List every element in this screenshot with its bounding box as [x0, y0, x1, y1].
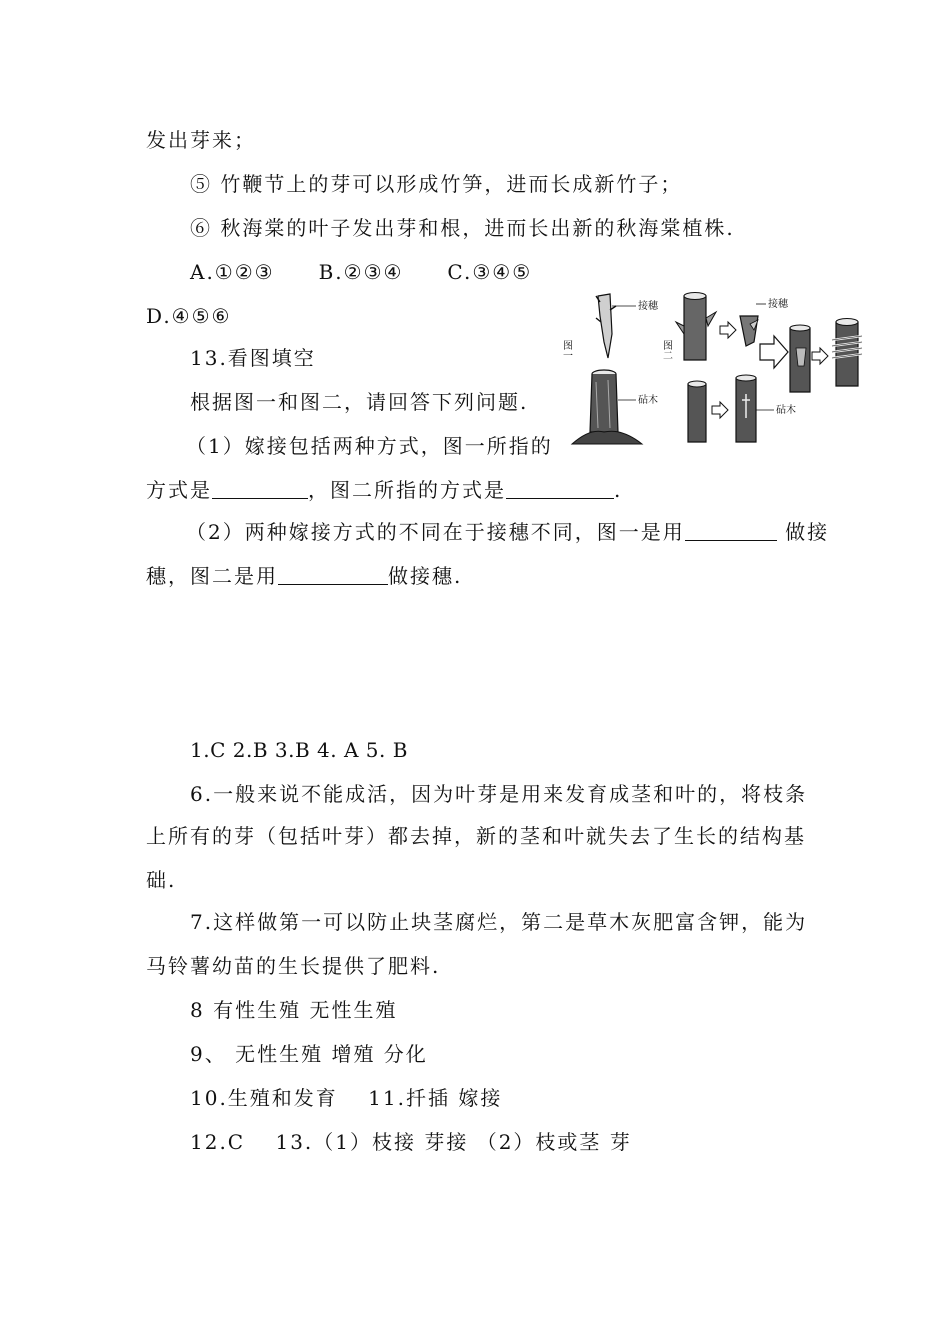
fig2-rootstock-cut: [736, 375, 756, 442]
question-13-intro: 根据图一和图二，请回答下列问题.: [190, 390, 529, 414]
answer-choice-d: D.④⑤⑥: [146, 304, 232, 328]
answer-blank: [506, 478, 614, 499]
answer-blank: [278, 564, 388, 585]
scion-label-2: 接穗: [768, 299, 788, 310]
text: 方式是: [146, 478, 212, 502]
fig1-rootstock: [572, 370, 642, 444]
fig2-bound-graft: [832, 319, 862, 387]
text-line: 发出芽来；: [146, 128, 256, 152]
grafting-illustration: [560, 282, 870, 452]
rootstock-label-2: 砧木: [776, 405, 796, 416]
answer-blank: [685, 520, 777, 541]
figure-1-label: 图一: [560, 340, 572, 360]
scion-label: 接穗: [638, 301, 658, 312]
arrow-icon: [812, 348, 828, 364]
answer-12-13: 12.C 13.（1）枝接 芽接 （2）枝或茎 芽: [190, 1130, 632, 1154]
arrow-icon: [712, 402, 728, 418]
text: 做接穗.: [388, 564, 463, 588]
answer-7-line1: 7.这样做第一可以防止块茎腐烂，第二是草木灰肥富含钾，能为: [190, 910, 808, 934]
question-13-part2-line1: [186, 518, 829, 546]
answer-blank: [212, 478, 308, 499]
answer-9: 9、 无性生殖 增殖 分化: [190, 1042, 428, 1066]
text: .: [614, 478, 623, 502]
fig2-branch: [676, 293, 716, 361]
answer-choices-abc: A.①②③ B.②③④ C.③④⑤: [190, 260, 533, 284]
text: 做接: [785, 520, 830, 544]
answer-6-line2: 上所有的芽（包括叶芽）都去掉，新的茎和叶就失去了生长的结构基: [146, 824, 806, 848]
grafting-figure: [560, 282, 870, 452]
figure-2-label: 图二: [660, 340, 672, 360]
answer-7-line2: 马铃薯幼苗的生长提供了肥料.: [146, 954, 441, 978]
text: 穗，图二是用: [146, 564, 278, 588]
question-13-title: 13.看图填空: [190, 346, 316, 370]
rootstock-label: 砧木: [638, 395, 658, 406]
arrow-icon: [760, 336, 788, 368]
answer-6-line1: 6.一般来说不能成活，因为叶芽是用来发育成茎和叶的，将枝条: [190, 782, 808, 806]
question-13-part1-line2: [146, 476, 622, 504]
fig2-inserted-bud: [790, 325, 810, 392]
answers-1-5: 1.C 2.B 3.B 4. A 5. B: [190, 738, 408, 762]
fig2-bud-scion: [740, 316, 758, 346]
option-item-5: ⑤ 竹鞭节上的芽可以形成竹笋，进而长成新竹子；: [190, 172, 683, 196]
answer-6-line3: 础.: [146, 868, 177, 892]
fig1-scion: [596, 294, 616, 358]
question-13-part2-line2: [146, 562, 462, 590]
answer-8: 8 有性生殖 无性生殖: [190, 998, 398, 1022]
option-item-6: ⑥ 秋海棠的叶子发出芽和根，进而长出新的秋海棠植株.: [190, 216, 735, 240]
question-13-part1-line1: （1）嫁接包括两种方式，图一所指的: [186, 434, 553, 458]
text: ，图二所指的方式是: [308, 478, 506, 502]
fig2-rootstock: [688, 381, 706, 442]
answer-10-11: 10.生殖和发育 11.扦插 嫁接: [190, 1086, 503, 1110]
text: （2）两种嫁接方式的不同在于接穗不同，图一是用: [186, 520, 685, 544]
arrow-icon: [720, 322, 736, 338]
